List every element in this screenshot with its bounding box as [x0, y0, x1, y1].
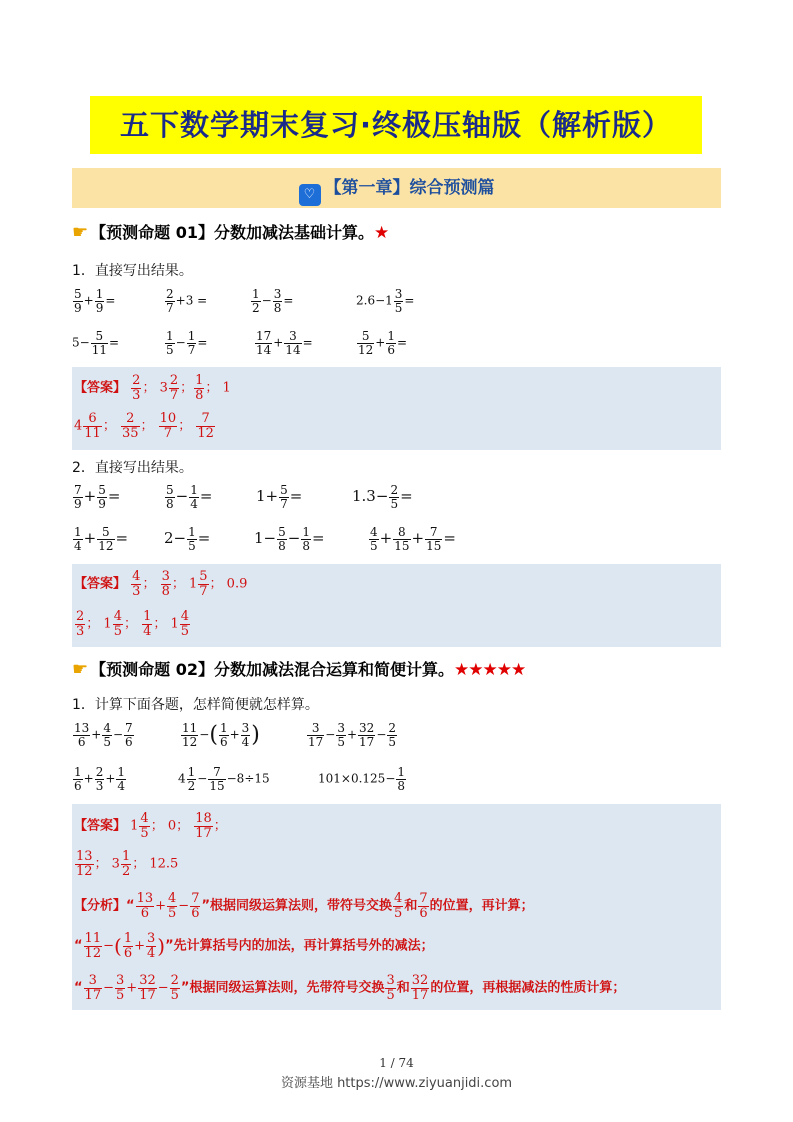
answer-line: $\frac{13}{12}$ ； 3 $\frac{1}{2}$ ； 12.5 [76, 849, 179, 879]
question-label: 1．直接写出结果。 [72, 263, 193, 279]
answer-label: 【答案】 [74, 818, 127, 834]
page-number: 1 / 74 [379, 1056, 414, 1070]
section2-title: 【预测命题 02】分数加减法混合运算和简便计算。 [90, 660, 454, 679]
section1-heading [72, 220, 388, 243]
analysis-line: “ $\frac{3}{17}$ − $\frac{3}{5}$ + $\frac{32}{17}$ − $\frac{2}{5}$ ”根据同级运算法则，先带符号交换 $\frac{3}{5}$ 和 $\frac{32}{17}$ 的位置，再根据减法的性质计算； [74, 973, 626, 1003]
analysis-line: “ $\frac{11}{12}$ −( $\frac{1}{6}$ + $\frac{3}{4}$ )”先计算括号内的加法，再计算括号外的减法； [74, 931, 434, 961]
difficulty-stars: ★★★★★ [453, 660, 526, 680]
chapter-heading [72, 168, 721, 208]
analysis-line: 【分析】“ $\frac{13}{6}$ + $\frac{4}{5}$ − $\frac{7}{6}$ ”根据同级运算法则，带符号交换 $\frac{4}{5}$ 和 $\frac{7}{6}$ 的位置，再计算； [74, 891, 534, 921]
heart-bookmark-icon: ♡ [299, 184, 321, 206]
section2-heading [72, 657, 525, 680]
answer-line: 【答案】 $\frac{4}{3}$ ； $\frac{3}{8}$ ； 1 $\frac{5}{7}$ ； 0.9 [74, 569, 248, 599]
question-label: 2．直接写出结果。 [72, 460, 193, 476]
question-label: 1．计算下面各题，怎样简便就怎样算。 [72, 697, 319, 713]
answer-line: 4 $\frac{6}{11}$ ； $\frac{2}{35}$ ； $\frac{10}{7}$ ； $\frac{7}{12}$ [74, 411, 214, 441]
answer-line: $\frac{2}{3}$ ； 1 $\frac{4}{5}$ ； $\frac{1}{4}$ ； 1 $\frac{4}{5}$ [76, 609, 190, 639]
page-title: 五下数学期末复习·终极压轴版（解析版） [119, 108, 673, 142]
chapter-title: 【第一章】综合预测篇 [324, 178, 495, 198]
answer-line: 【答案】 $\frac{2}{3}$ ； 3 $\frac{2}{7}$ ； $\frac{1}{8}$ ； 1 [74, 373, 231, 403]
pointing-hand-icon: ☛ [72, 222, 89, 243]
pointing-hand-icon: ☛ [72, 659, 89, 680]
answer-line: 【答案】 1 $\frac{4}{5}$ ； 0； $\frac{18}{17}$ ； [74, 811, 227, 841]
footer-site: 资源基地 https://www.ziyuanjidi.com [280, 1076, 513, 1091]
answer-label: 【答案】 [74, 576, 127, 592]
answer-label: 【答案】 [74, 380, 127, 396]
section1-title: 【预测命题 01】分数加减法基础计算。 [90, 223, 374, 242]
difficulty-stars: ★ [373, 223, 389, 243]
analysis-label: 【分析】 [74, 898, 127, 914]
